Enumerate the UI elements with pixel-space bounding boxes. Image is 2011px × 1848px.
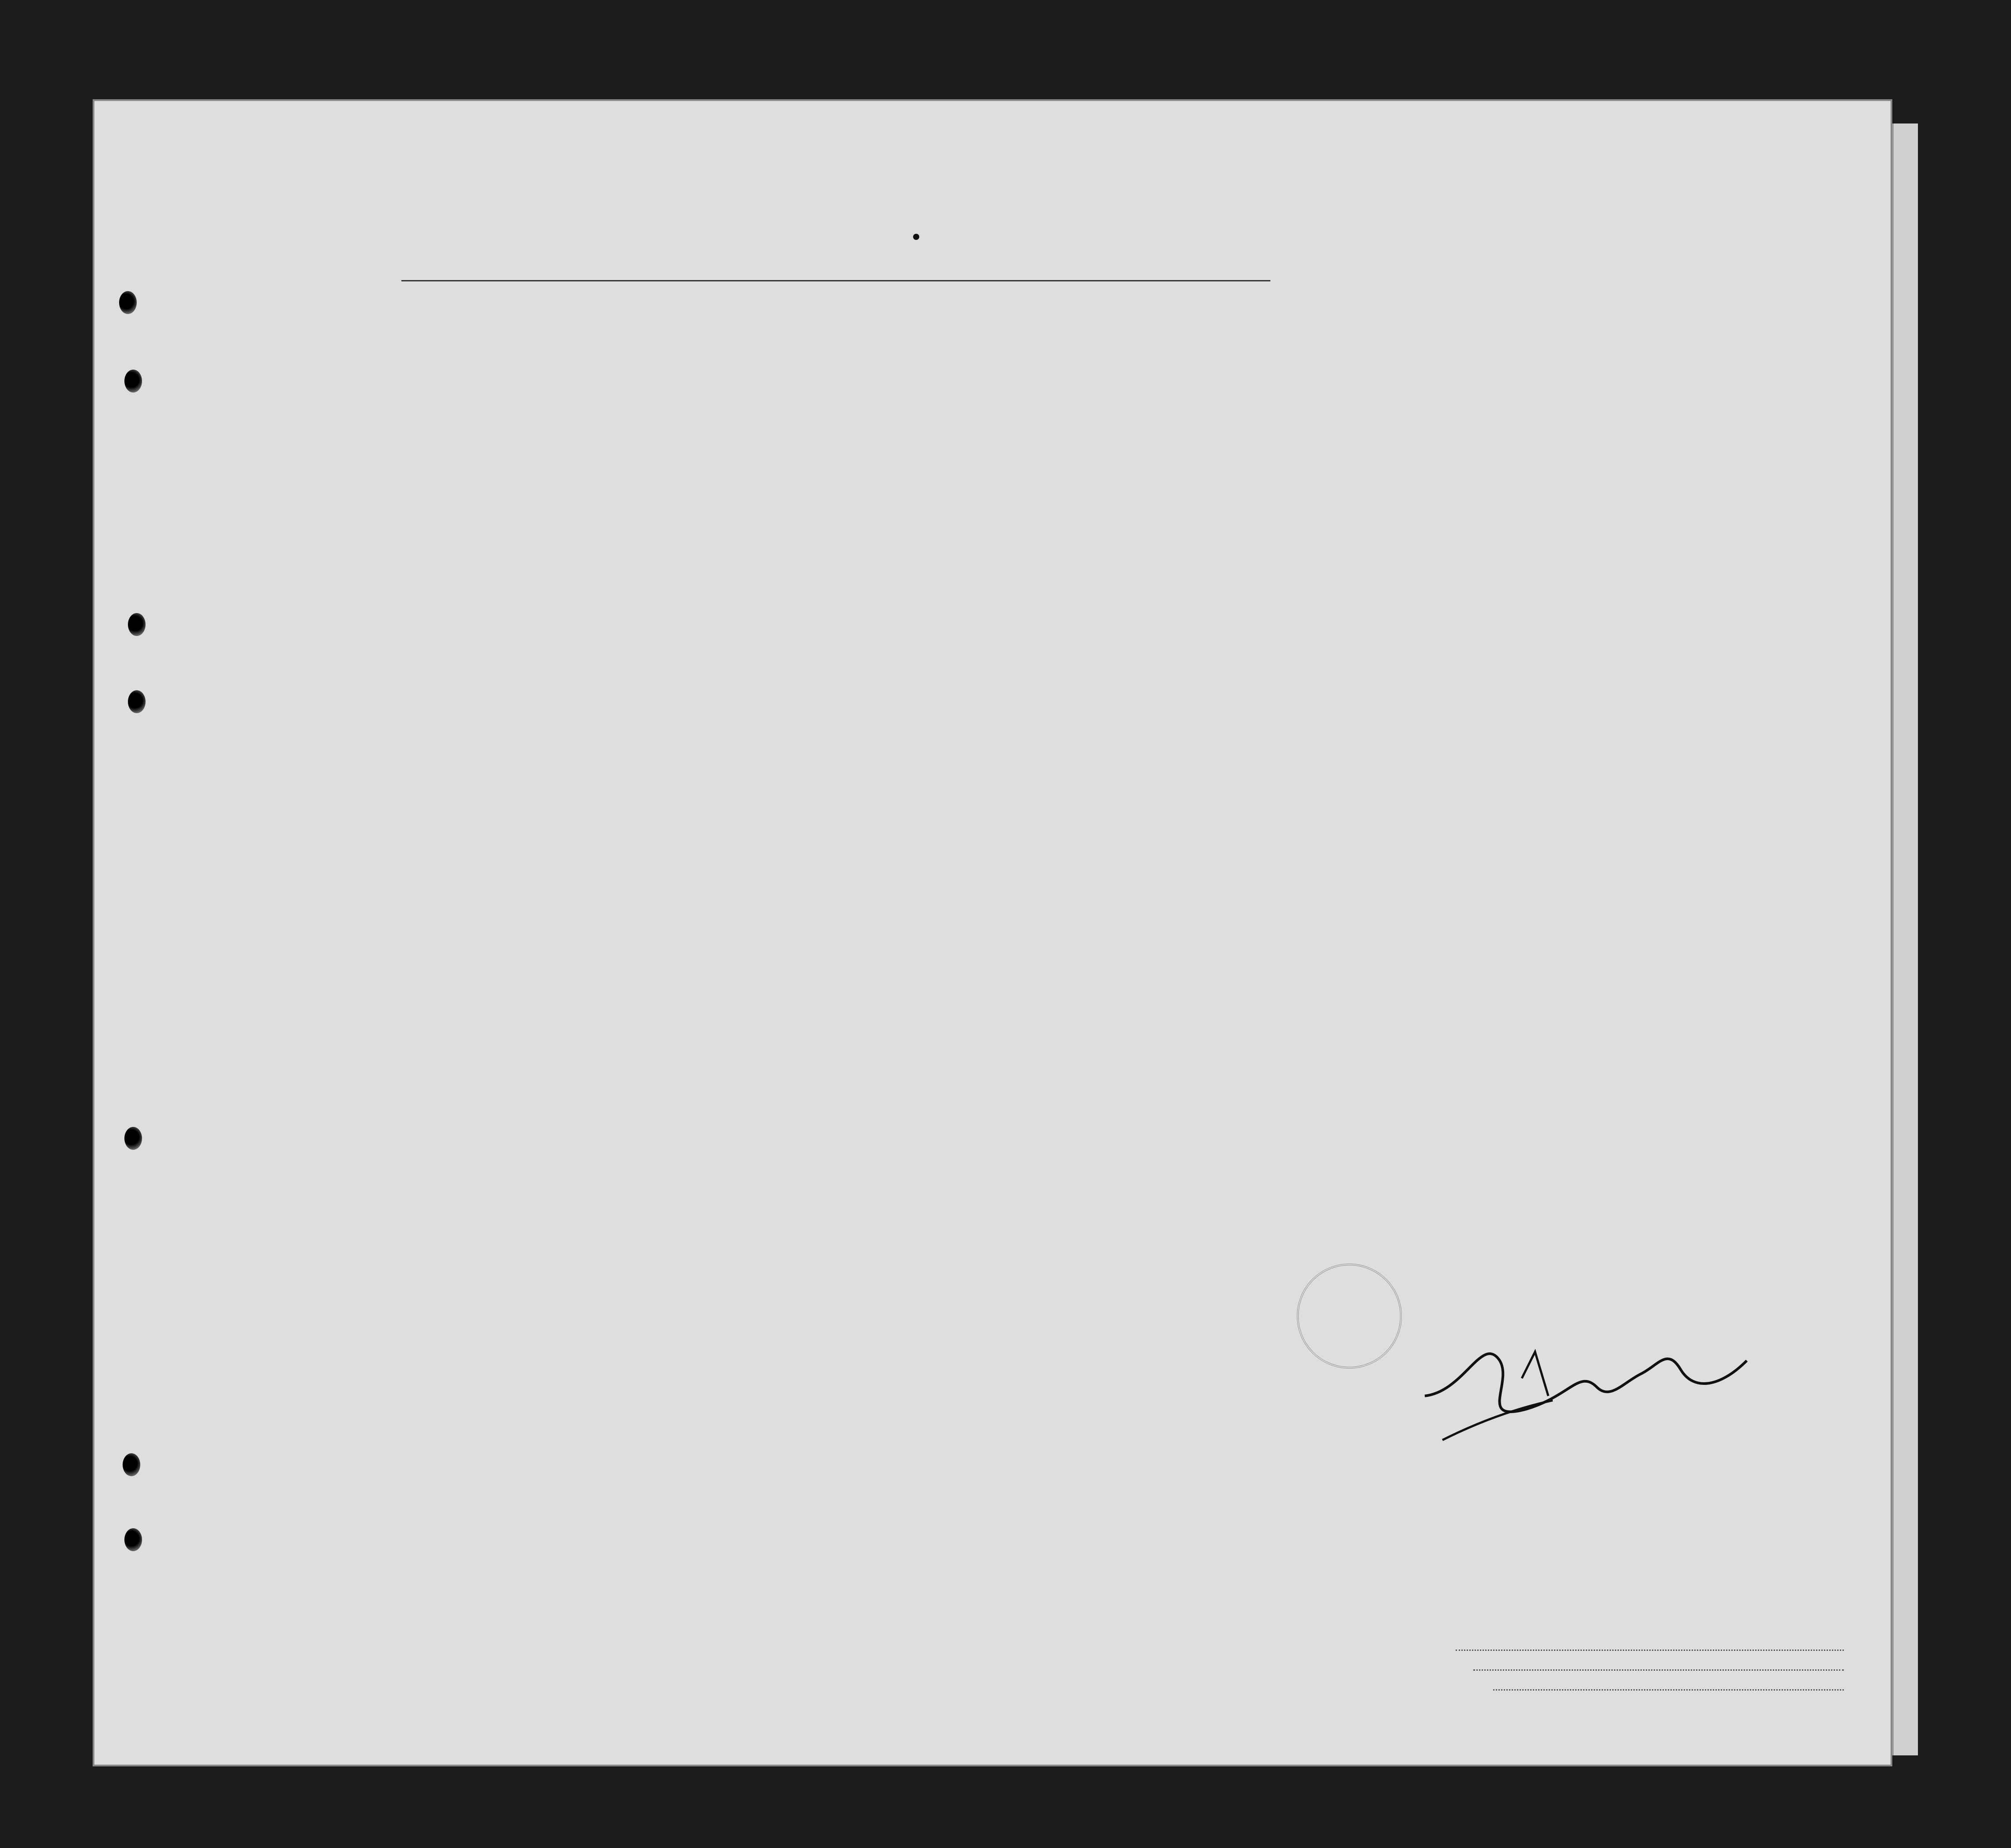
manifest-page	[93, 99, 1892, 1766]
binder-hole	[128, 613, 146, 636]
sheet-edge	[1892, 123, 1918, 1755]
binder-hole	[128, 690, 146, 713]
purser-signature	[1412, 1308, 1809, 1449]
binder-hole	[123, 1453, 140, 1476]
binder-hole	[119, 291, 137, 314]
line-field	[1456, 1650, 1844, 1651]
binder-hole	[124, 1127, 142, 1150]
manifest-table	[93, 99, 1892, 1766]
owners-field	[1473, 1669, 1844, 1671]
agents-field	[1493, 1689, 1844, 1691]
company-stamp	[1297, 1264, 1402, 1369]
binder-hole	[124, 370, 142, 393]
binder-hole	[124, 1528, 142, 1551]
